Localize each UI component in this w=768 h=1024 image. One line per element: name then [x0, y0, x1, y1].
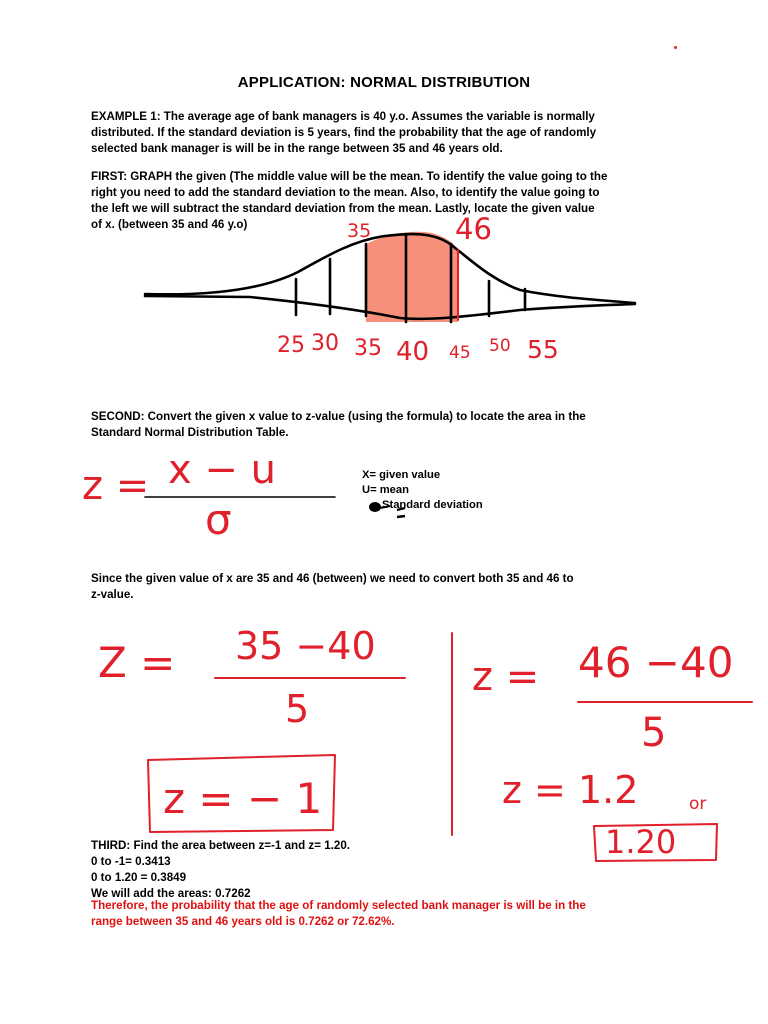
axis-label: 55 — [527, 335, 559, 364]
first-line: of x. (between 35 and 46 y.o) — [91, 218, 248, 231]
calc-right-rounded: 1.20 — [605, 823, 677, 861]
label-46-top: 46 — [455, 212, 492, 246]
third-line: We will add the areas: 0.7262 — [91, 887, 251, 900]
calc-right-result: z = 1.2 — [502, 768, 639, 812]
calc-right-note: or — [689, 794, 707, 814]
conclusion-line: range between 35 and 46 years old is 0.7262 or 72.62%. — [91, 915, 395, 928]
sigma-icon — [366, 496, 416, 526]
calc-left-result: z = − 1 — [163, 774, 323, 823]
calc-left-denominator: 5 — [285, 687, 310, 731]
axis-label: 50 — [489, 336, 511, 356]
calc-left-numerator: 35 −40 — [235, 624, 376, 668]
axis-label: 45 — [449, 343, 471, 363]
conclusion-line: Therefore, the probability that the age of randomly selected bank manager is will be in the — [91, 899, 586, 912]
since-line: z-value. — [91, 588, 134, 601]
label-35-top: 35 — [347, 220, 372, 242]
example-line: EXAMPLE 1: The average age of bank managers is 40 y.o. Assumes the variable is normally — [91, 110, 595, 123]
second-line: SECOND: Convert the given x value to z-value (using the formula) to locate the area in the — [91, 410, 586, 423]
legend-u: U= mean — [362, 484, 409, 496]
page-title: APPLICATION: NORMAL DISTRIBUTION — [237, 74, 531, 91]
bell-curve-sketch — [145, 232, 635, 322]
axis-label: 40 — [396, 337, 430, 367]
first-line: FIRST: GRAPH the given (The middle value will be the mean. To identify the value going to the — [91, 170, 608, 183]
first-line: the left we will subtract the standard deviation from the mean. Lastly, locate the given value — [91, 202, 595, 215]
axis-label: 30 — [311, 331, 339, 356]
example-line: distributed. If the standard deviation is 5 years, find the probability that the age of randomly — [91, 126, 597, 139]
third-line: 0 to 1.20 = 0.3849 — [91, 871, 187, 884]
legend-sd: Standard deviation — [382, 499, 483, 511]
second-step-paragraph — [91, 409, 691, 441]
calc-right-lhs: z = — [472, 654, 540, 700]
axis-label: 35 — [354, 336, 382, 361]
formula-lhs: z = — [82, 463, 150, 509]
shaded-area — [366, 232, 458, 322]
calc-right-numerator: 46 −40 — [578, 638, 734, 687]
legend-x: X= given value — [362, 469, 441, 481]
calc-left-lhs: Z = — [98, 638, 176, 687]
formula-denominator: σ — [205, 495, 232, 544]
axis-label: 25 — [277, 333, 305, 358]
third-step-paragraph — [91, 838, 691, 902]
third-line: THIRD: Find the area between z=-1 and z= 1.20. — [91, 839, 350, 852]
example-line: selected bank manager is will be in the range between 35 and 46 years old. — [91, 142, 503, 155]
since-line: Since the given value of x are 35 and 46 (between) we need to convert both 35 and 46 to — [91, 572, 574, 585]
third-line: 0 to -1= 0.3413 — [91, 855, 171, 868]
since-paragraph — [91, 571, 691, 603]
second-line: Standard Normal Distribution Table. — [91, 426, 289, 439]
formula-numerator: x − u — [168, 447, 276, 493]
conclusion-paragraph — [91, 898, 691, 930]
first-line: right you need to add the standard deviation to the mean. Also, to identify the value going to — [91, 186, 600, 199]
calc-right-denominator: 5 — [641, 710, 667, 756]
